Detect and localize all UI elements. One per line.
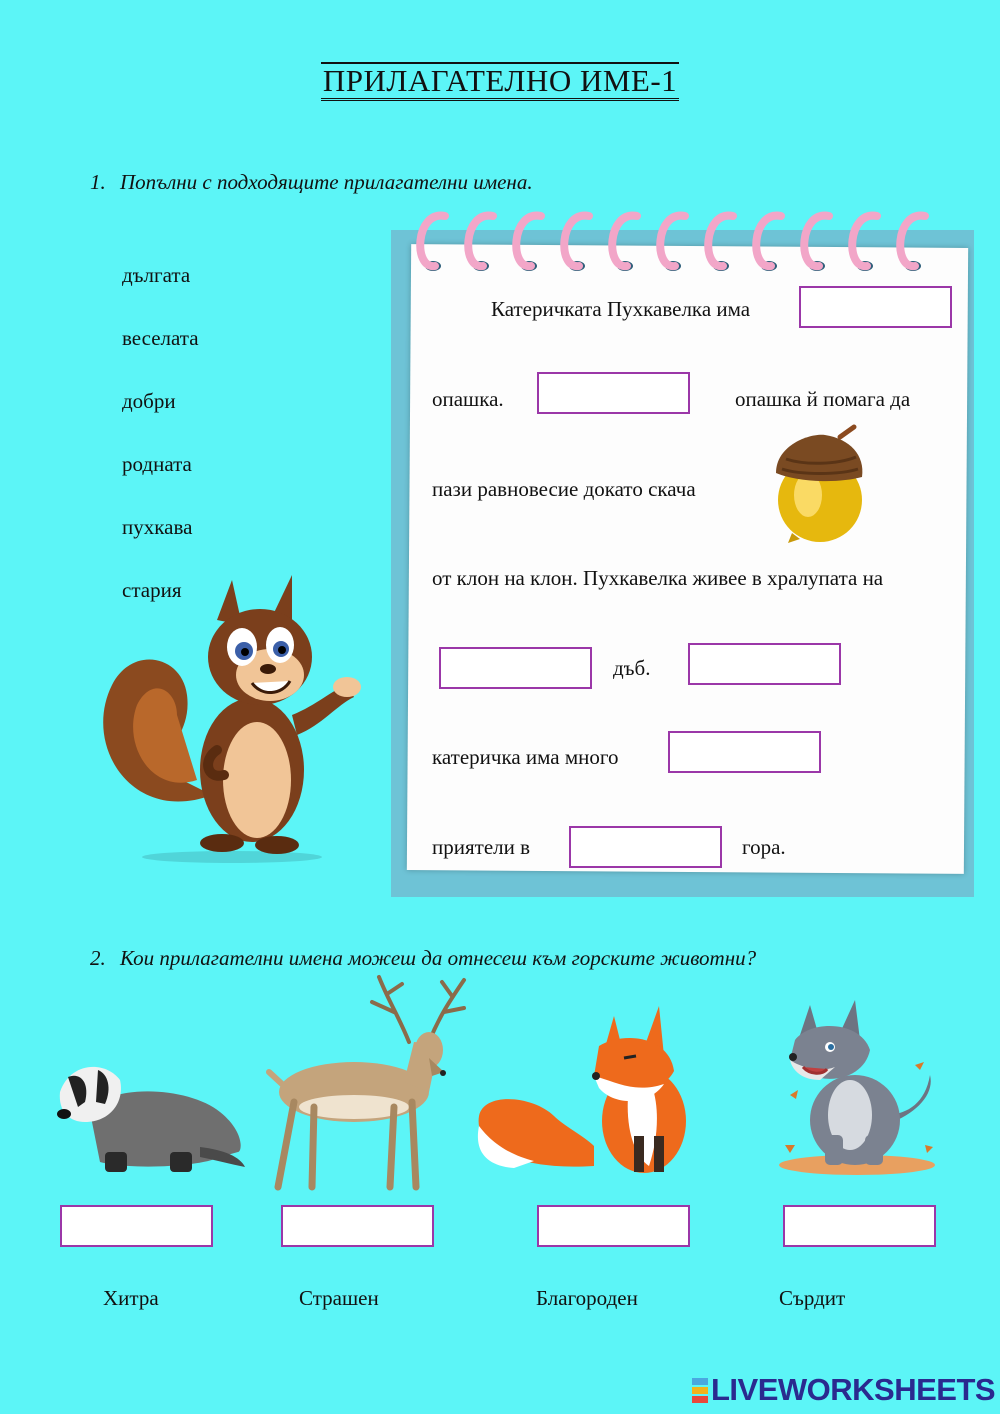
word-bank-item: добри bbox=[122, 389, 176, 413]
animal-answer-fox[interactable] bbox=[537, 1205, 690, 1247]
animal-label-1: Хитра bbox=[103, 1286, 159, 1310]
word-bank-item: родната bbox=[122, 452, 192, 476]
task-1-instruction: 1. Попълни с подходящите прилагателни имена. bbox=[90, 170, 533, 194]
notebook-line-2b: опашка й помага да bbox=[735, 387, 911, 411]
logo-mark-icon bbox=[692, 1377, 708, 1404]
notebook-line-1: Катеричката Пухкавелка има bbox=[491, 297, 751, 321]
badger-icon bbox=[50, 1052, 245, 1177]
notebook-line-2a: опашка. bbox=[432, 387, 504, 411]
animal-answer-badger[interactable] bbox=[60, 1205, 213, 1247]
animal-label-3: Благороден bbox=[536, 1286, 638, 1310]
word-bank-item: стария bbox=[122, 578, 182, 602]
word-bank-item: дългата bbox=[122, 263, 191, 287]
notebook-page bbox=[407, 244, 968, 874]
notebook-line-5: дъб. bbox=[613, 656, 651, 680]
answer-input-4[interactable] bbox=[688, 643, 841, 685]
answer-input-5[interactable] bbox=[668, 731, 821, 773]
word-bank-item: пухкава bbox=[122, 515, 193, 539]
notebook-line-4: от клон на клон. Пухкавелка живее в хралупата на bbox=[432, 566, 884, 590]
answer-input-6[interactable] bbox=[569, 826, 722, 868]
animal-label-2: Страшен bbox=[299, 1286, 379, 1310]
notebook-line-7b: гора. bbox=[742, 835, 786, 859]
task-2-instruction: 2. Кои прилагателни имена можеш да отнесеш към горските животни? bbox=[90, 946, 757, 970]
wolf-icon bbox=[775, 995, 940, 1175]
notebook-line-3: пази равновесие докато скача bbox=[432, 477, 696, 501]
answer-input-3[interactable] bbox=[439, 647, 592, 689]
notebook-line-6: катеричка има много bbox=[432, 745, 619, 769]
animal-answer-deer[interactable] bbox=[281, 1205, 434, 1247]
liveworksheets-logo: LIVEWORKSHEETS bbox=[692, 1372, 995, 1408]
fox-icon bbox=[474, 996, 689, 1176]
notebook-line-7a: приятели в bbox=[432, 835, 531, 859]
answer-input-1[interactable] bbox=[799, 286, 952, 328]
animal-label-4: Сърдит bbox=[779, 1286, 846, 1310]
squirrel-icon bbox=[92, 565, 362, 865]
page-title: ПРИЛАГАТЕЛНО ИМЕ-1 bbox=[0, 62, 1000, 101]
deer-icon bbox=[264, 972, 474, 1194]
answer-input-2[interactable] bbox=[537, 372, 690, 414]
acorn-icon bbox=[770, 425, 870, 545]
notebook-rings bbox=[405, 200, 965, 280]
word-bank-item: веселата bbox=[122, 326, 199, 350]
animal-answer-wolf[interactable] bbox=[783, 1205, 936, 1247]
